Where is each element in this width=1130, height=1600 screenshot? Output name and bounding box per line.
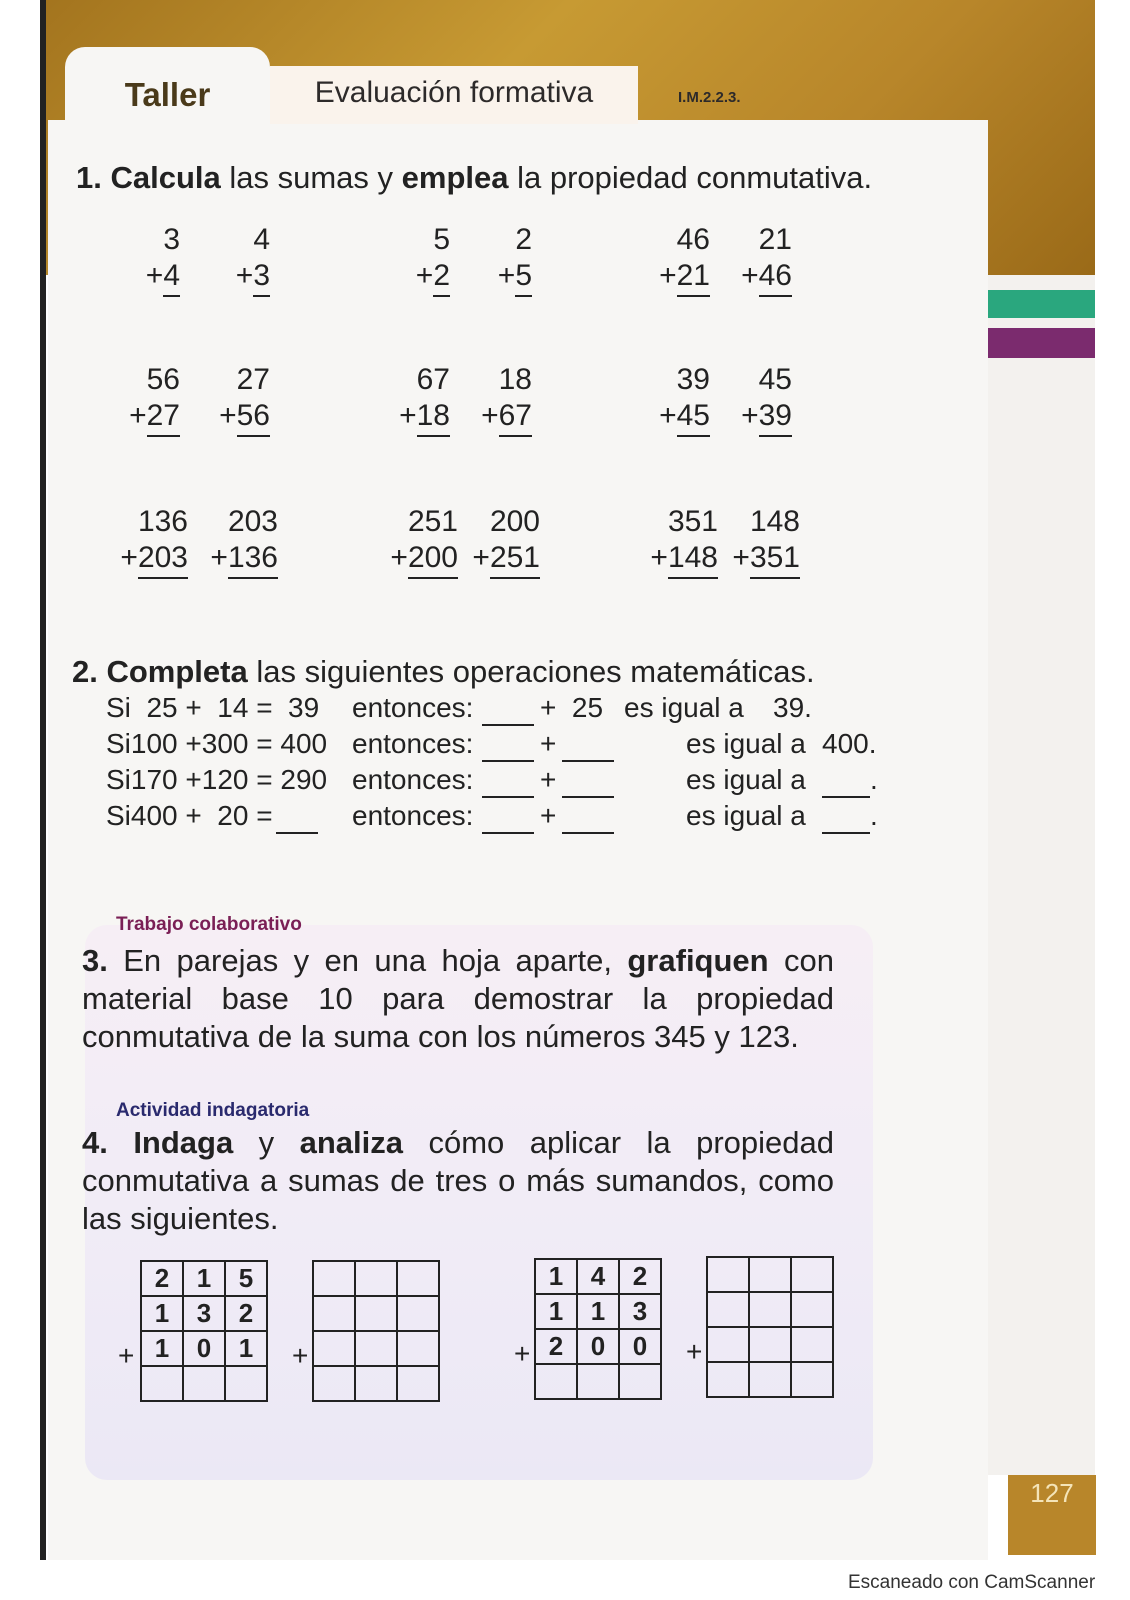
q4-grid-cell (707, 1327, 749, 1362)
q4-grid-cell (749, 1327, 791, 1362)
q1-sum-top: 67 (416, 363, 450, 396)
q4-grid-cell (791, 1257, 833, 1292)
q4-grid-cell: 5 (225, 1261, 267, 1296)
q4-text2: cómo aplicar la propiedad conmutativa a sumas de tres o más sumandos, como las siguientes. (82, 1125, 834, 1236)
q1-sum-bottom (462, 258, 532, 297)
q1-sum-bottom (462, 398, 532, 437)
q1-sum-bottom (640, 540, 718, 579)
q1-sum-addend: 56 (237, 398, 270, 437)
plus-sign: + (120, 541, 138, 574)
q2-tail: . (870, 800, 878, 831)
q1-sum-top: 56 (146, 363, 180, 396)
q2-condition: Si100 +300 = 400 (106, 728, 328, 759)
q4-grid-cell (397, 1331, 439, 1366)
q1-sum (722, 504, 800, 579)
q2-es-igual: es igual a (686, 764, 806, 795)
plus-sign: + (481, 399, 499, 432)
plus-sign: + (210, 541, 228, 574)
q4-grid (534, 1258, 662, 1400)
plus-sign: + (741, 399, 759, 432)
right-margin-strip (988, 275, 1095, 1475)
curriculum-code: I.M.2.2.3. (678, 89, 741, 106)
q1-sum-top: 136 (137, 505, 188, 538)
q1-sum (110, 504, 188, 579)
q4-grid (706, 1256, 834, 1398)
q4-grid-cell: 1 (141, 1331, 183, 1366)
page-number: 127 (1030, 1478, 1074, 1508)
q2-heading (72, 654, 815, 690)
plus-sign: + (659, 259, 677, 292)
q1-sum-addend: 27 (147, 398, 180, 437)
plus-sign: + (686, 1336, 703, 1367)
q1-sum-top: 148 (749, 505, 800, 538)
q1-sum-top: 2 (515, 223, 532, 256)
q2-blank-3 (822, 800, 870, 834)
q1-sum-bottom (722, 258, 792, 297)
q2-condition: Si 25 + 14 = (106, 692, 273, 723)
q1-sum (110, 222, 180, 297)
q1-sum-bottom (380, 398, 450, 437)
q2-tail: . (870, 764, 878, 795)
q4-paragraph (82, 1124, 834, 1238)
q1-sum-bottom (110, 540, 188, 579)
q1-sum (380, 222, 450, 297)
plus-sign: + (472, 541, 490, 574)
q1-sum-top: 39 (676, 363, 710, 396)
q1-sum-addend: 148 (668, 540, 718, 579)
q4-grid-cell (355, 1261, 397, 1296)
q4-grid-cell (791, 1362, 833, 1397)
q3-text1: En parejas y en una hoja aparte, (123, 943, 628, 978)
q3-paragraph (82, 942, 834, 1056)
plus-sign: + (129, 399, 147, 432)
plus-sign: + (514, 1338, 531, 1369)
q4-grid-cell (791, 1292, 833, 1327)
q4-bold-indaga: Indaga (133, 1125, 234, 1160)
q2-entonces: entonces: (352, 800, 474, 831)
q1-sum-addend: 45 (677, 398, 710, 437)
q1-sum-addend: 200 (408, 540, 458, 579)
q1-sum-addend: 67 (499, 398, 532, 437)
section-title: Evaluación formativa (314, 76, 594, 109)
q4-grid-cell: 3 (619, 1294, 661, 1329)
q4-grid-cell: 1 (141, 1296, 183, 1331)
q4-grid-cell (225, 1366, 267, 1401)
q1-sum (462, 362, 532, 437)
purple-tab-marker (988, 328, 1095, 358)
q4-grid-cell (749, 1257, 791, 1292)
q4-grid-cell: 1 (183, 1261, 225, 1296)
q1-sum-top: 4 (253, 223, 270, 256)
q1-sum (380, 504, 458, 579)
q1-sum-top: 46 (676, 223, 710, 256)
plus-sign: + (741, 259, 759, 292)
q4-grid-cell: 2 (535, 1329, 577, 1364)
q3-number: 3. (82, 943, 108, 978)
q1-sum-addend: 351 (750, 540, 800, 579)
q2-entonces: entonces: (352, 728, 474, 759)
q2-blank-2 (562, 728, 614, 762)
q1-number: 1. (76, 160, 102, 195)
left-edge-rule (40, 0, 46, 1560)
q4-grid-cell: 0 (619, 1329, 661, 1364)
plus-sign: + (399, 399, 417, 432)
q4-grid-cell (791, 1327, 833, 1362)
q1-sum-top: 203 (227, 505, 278, 538)
q4-grid-cell (355, 1331, 397, 1366)
q1-bold-calcula: Calcula (110, 160, 221, 195)
plus-sign: + (219, 399, 237, 432)
q1-sum (640, 222, 710, 297)
q1-sum-addend: 46 (759, 258, 792, 297)
q2-blank-2 (562, 800, 614, 834)
q1-sum-bottom (640, 398, 710, 437)
scanner-footer: Escaneado con CamScanner (848, 1572, 1096, 1593)
q2-tail: 39. (773, 692, 812, 723)
q2-operator: + (540, 764, 557, 795)
q4-grid-cell (313, 1366, 355, 1401)
plus-sign: + (145, 259, 164, 292)
q4-grid-cell (749, 1362, 791, 1397)
q2-blank-1 (482, 800, 534, 834)
q1-sum-top: 251 (407, 505, 458, 538)
q2-condition: Si170 +120 = 290 (106, 764, 328, 795)
q4-grid-cell (707, 1257, 749, 1292)
q1-sum (380, 362, 450, 437)
green-tab-marker (988, 290, 1095, 318)
q1-sum-bottom (722, 398, 792, 437)
q1-sum-addend: 136 (228, 540, 278, 579)
q4-grid-cell: 1 (225, 1331, 267, 1366)
q1-sum-bottom (110, 398, 180, 437)
q4-grid-cell (535, 1364, 577, 1399)
plus-sign: + (732, 541, 750, 574)
q2-result: 39 (288, 692, 320, 723)
q1-text2: la propiedad conmutativa. (508, 160, 873, 195)
q4-grid-cell (183, 1366, 225, 1401)
q1-sum-top: 5 (433, 223, 450, 256)
q1-sum-addend: 18 (417, 398, 450, 437)
q4-grid-cell: 1 (535, 1259, 577, 1294)
q2-blank-3 (822, 764, 870, 798)
q1-sum-addend: 251 (490, 540, 540, 579)
q4-grid (140, 1260, 268, 1402)
q1-heading (76, 160, 872, 196)
plus-sign: + (415, 259, 434, 292)
q4-grid (312, 1260, 440, 1402)
q4-grid-cell (141, 1366, 183, 1401)
q2-result-blank (276, 800, 318, 834)
q4-grid-cell: 3 (183, 1296, 225, 1331)
q4-number: 4. (82, 1125, 108, 1160)
q4-grid-cell (707, 1362, 749, 1397)
q1-sum-top: 18 (498, 363, 532, 396)
q4-grid-cell (313, 1331, 355, 1366)
q1-bold-emplea: emplea (401, 160, 509, 195)
q4-grid-cell: 1 (535, 1294, 577, 1329)
q1-sum (200, 362, 270, 437)
q1-sum-addend: 5 (515, 258, 532, 297)
plus-sign: + (235, 259, 254, 292)
q4-grid-cell (397, 1261, 439, 1296)
q2-entonces: entonces: (352, 692, 474, 723)
q4-label: Actividad indagatoria (116, 1100, 310, 1121)
plus-sign: + (292, 1340, 309, 1371)
q1-sum-addend: 2 (433, 258, 450, 297)
q1-sum-top: 45 (758, 363, 792, 396)
q2-blank-1 (482, 764, 534, 798)
q4-grid-cell: 0 (183, 1331, 225, 1366)
q1-sum-addend: 3 (253, 258, 270, 297)
q1-sum-bottom (380, 258, 450, 297)
q4-grid-cell: 1 (577, 1294, 619, 1329)
q1-sum (462, 504, 540, 579)
q1-sum-top: 21 (758, 223, 792, 256)
q1-text1: las sumas y (220, 160, 402, 195)
q4-grid-cell (749, 1292, 791, 1327)
q1-sum-bottom (200, 540, 278, 579)
q4-grid-cell (355, 1296, 397, 1331)
q3-label: Trabajo colaborativo (116, 914, 302, 935)
q2-operator: + (540, 728, 557, 759)
q4-grid-cell (355, 1366, 397, 1401)
q2-blank-1 (482, 728, 534, 762)
q4-grid-cell (313, 1296, 355, 1331)
plus-sign: + (659, 399, 677, 432)
q2-es-igual: es igual a (624, 692, 744, 723)
q2-blank-2 (562, 764, 614, 798)
q1-sum (200, 222, 270, 297)
q4-grid-cell (577, 1364, 619, 1399)
plus-sign: + (497, 259, 516, 292)
q4-grid-cell (707, 1292, 749, 1327)
q1-sum-bottom (462, 540, 540, 579)
q2-es-igual: es igual a (686, 728, 806, 759)
q4-grid-cell (397, 1296, 439, 1331)
q4-grid-cell (313, 1261, 355, 1296)
q2-bold-completa: Completa (106, 654, 248, 689)
q2-number: 2. (72, 654, 98, 689)
q1-sum (200, 504, 278, 579)
q1-sum (640, 362, 710, 437)
taller-tab-label: Taller (124, 76, 211, 113)
q1-sum-bottom (640, 258, 710, 297)
q4-grid-cell: 4 (577, 1259, 619, 1294)
q1-sum-addend: 39 (759, 398, 792, 437)
q2-tail: 400. (822, 728, 877, 759)
q4-grid-cell (397, 1366, 439, 1401)
q4-grid-cell: 2 (141, 1261, 183, 1296)
plus-sign: + (118, 1340, 135, 1371)
q2-operator: + 25 (540, 692, 604, 723)
q1-sum (640, 504, 718, 579)
q2-es-igual: es igual a (686, 800, 806, 831)
q1-sum (462, 222, 532, 297)
q4-grid-cell (619, 1364, 661, 1399)
q2-operator: + (540, 800, 557, 831)
q1-sum-top: 200 (489, 505, 540, 538)
q2-condition: Si400 + 20 = (106, 800, 273, 831)
q4-grid-cell: 2 (225, 1296, 267, 1331)
q4-text1: y (233, 1125, 300, 1160)
q2-text: las siguientes operaciones matemáticas. (247, 654, 815, 689)
q1-sum-bottom (110, 258, 180, 297)
q1-sum-bottom (200, 258, 270, 297)
q3-text2: con material base 10 para demostrar la propiedad conmutativa de la suma con los números 345 y 123. (82, 943, 834, 1054)
plus-sign: + (650, 541, 668, 574)
q1-sum-bottom (200, 398, 270, 437)
q4-bold-analiza: analiza (299, 1125, 404, 1160)
q1-sum-top: 27 (236, 363, 270, 396)
q2-blank-1 (482, 692, 534, 726)
q3-bold-grafiquen: grafiquen (627, 943, 769, 978)
q1-sum (110, 362, 180, 437)
q1-sum (722, 222, 792, 297)
q1-sum-bottom (380, 540, 458, 579)
q1-sum-bottom (722, 540, 800, 579)
q4-grid-cell: 2 (619, 1259, 661, 1294)
plus-sign: + (390, 541, 408, 574)
q1-sum (722, 362, 792, 437)
q1-sum-top: 3 (163, 223, 180, 256)
q4-grid-cell: 0 (577, 1329, 619, 1364)
q1-sum-addend: 21 (677, 258, 710, 297)
q1-sum-addend: 203 (138, 540, 188, 579)
q1-sum-addend: 4 (163, 258, 180, 297)
q2-entonces: entonces: (352, 764, 474, 795)
q1-sum-top: 351 (667, 505, 718, 538)
